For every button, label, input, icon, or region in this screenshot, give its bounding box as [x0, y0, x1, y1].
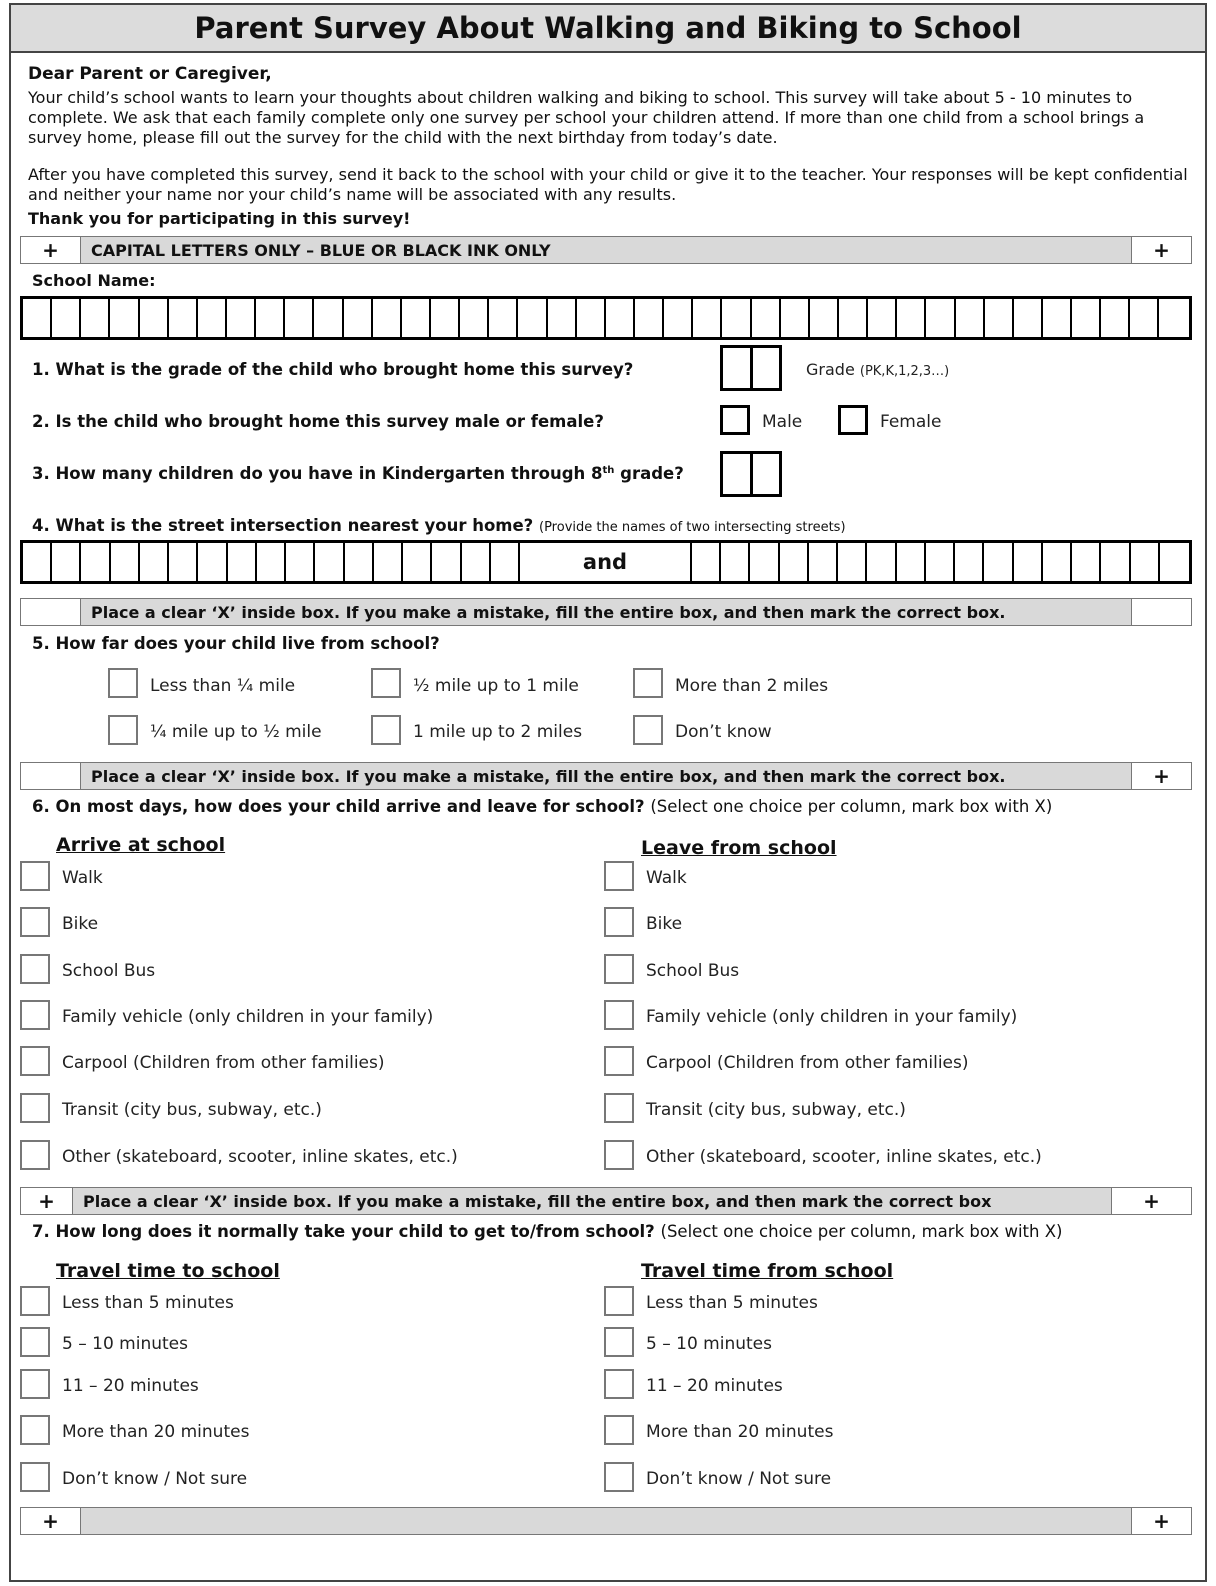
right-column-checkbox[interactable] — [604, 1046, 634, 1076]
greeting: Dear Parent or Caregiver, — [28, 64, 272, 84]
option-label: Carpool (Children from other families) — [62, 1053, 385, 1073]
letter-box[interactable] — [23, 299, 52, 337]
option-label: Less than 5 minutes — [646, 1293, 818, 1313]
left-column-checkbox[interactable] — [20, 1286, 50, 1316]
letter-box[interactable] — [491, 543, 520, 581]
letter-box[interactable] — [315, 543, 344, 581]
distance-checkbox[interactable] — [371, 668, 401, 698]
left-column-checkbox[interactable] — [20, 1415, 50, 1445]
letter-box[interactable] — [285, 299, 314, 337]
option-label: Walk — [646, 868, 687, 888]
letter-box[interactable] — [722, 299, 751, 337]
option-label: More than 20 minutes — [646, 1422, 834, 1442]
distance-option: ¼ mile up to ½ mile — [150, 722, 322, 742]
letter-box[interactable] — [403, 543, 432, 581]
letter-box[interactable] — [1101, 543, 1130, 581]
letter-box[interactable] — [984, 543, 1013, 581]
distance-option: ½ mile up to 1 mile — [413, 676, 579, 696]
thanks-text: Thank you for participating in this survey! — [28, 209, 411, 228]
option-label: School Bus — [62, 961, 156, 981]
option-label: More than 20 minutes — [62, 1422, 250, 1442]
letter-box[interactable] — [169, 543, 198, 581]
survey-title: Parent Survey About Walking and Biking to School — [11, 5, 1205, 53]
bottom-band — [20, 1507, 1192, 1535]
left-column-checkbox[interactable] — [20, 1140, 50, 1170]
plus-icon: + — [1111, 1188, 1191, 1214]
letter-box[interactable] — [839, 299, 868, 337]
letter-box[interactable] — [227, 299, 256, 337]
letter-box[interactable] — [1131, 543, 1160, 581]
left-column-checkbox[interactable] — [20, 1000, 50, 1030]
letter-box[interactable] — [810, 299, 839, 337]
right-column-checkbox[interactable] — [604, 1415, 634, 1445]
distance-option: Don’t know — [675, 722, 772, 742]
school-name-label: School Name: — [32, 271, 156, 290]
option-label: Don’t know / Not sure — [62, 1469, 248, 1489]
option-label: Bike — [62, 914, 99, 934]
letter-box[interactable] — [286, 543, 315, 581]
letter-box[interactable] — [606, 299, 635, 337]
letter-box[interactable] — [228, 543, 257, 581]
option-label: Other (skateboard, scooter, inline skates, etc.) — [62, 1147, 458, 1167]
leave-column-header: Leave from school — [641, 837, 837, 859]
option-label: 5 – 10 minutes — [62, 1334, 188, 1354]
band-text: CAPITAL LETTERS ONLY – BLUE OR BLACK INK ONLY — [81, 237, 1131, 263]
letter-box[interactable] — [577, 299, 606, 337]
letter-box[interactable] — [548, 299, 577, 337]
letter-box[interactable] — [345, 543, 374, 581]
left-column-checkbox[interactable] — [20, 1462, 50, 1492]
plus-icon: + — [1131, 237, 1191, 263]
right-column-checkbox[interactable] — [604, 1327, 634, 1357]
option-label: Bike — [646, 914, 683, 934]
letter-box[interactable] — [110, 299, 139, 337]
travel-to-column-header: Travel time to school — [56, 1260, 280, 1282]
letter-box[interactable] — [1072, 543, 1101, 581]
letter-box[interactable] — [897, 299, 926, 337]
grade-input[interactable] — [720, 345, 782, 391]
letter-box[interactable] — [868, 299, 897, 337]
option-label: 11 – 20 minutes — [62, 1376, 199, 1396]
letter-box[interactable] — [692, 543, 721, 581]
right-column-checkbox[interactable] — [604, 1000, 634, 1030]
distance-option: 1 mile up to 2 miles — [413, 722, 583, 742]
instruction-band-x — [20, 598, 1192, 626]
letter-box[interactable] — [1014, 299, 1043, 337]
intro-paragraph-1: Your child’s school wants to learn your thoughts about children walking and biking to school. This survey will take about 5 - 10 minutes to complete. We ask that each family complete only one survey per school your children attend. If more than one child from a school brings a survey home, please fill out the survey for the child with the next birthday from today’s date. — [28, 88, 1145, 147]
plus-icon: + — [21, 1188, 73, 1214]
letter-box[interactable] — [838, 543, 867, 581]
letter-box[interactable] — [256, 299, 285, 337]
letter-box[interactable] — [780, 543, 809, 581]
band-text: Place a clear ‘X’ inside box. If you make a mistake, fill the entire box, and then mark the correct box — [73, 1188, 1111, 1214]
school-name-input[interactable] — [20, 296, 1192, 340]
distance-checkbox[interactable] — [108, 715, 138, 745]
male-label: Male — [762, 412, 803, 432]
instruction-band-capital — [20, 236, 1192, 264]
letter-box[interactable] — [81, 299, 110, 337]
intro-paragraph-2: After you have completed this survey, send it back to the school with your child or give it to the teacher. Your responses will be kept confidential and neither your name nor your child’s name will be associated with any results. — [28, 165, 1188, 204]
letter-box[interactable] — [23, 543, 52, 581]
option-label: Walk — [62, 868, 103, 888]
right-column-checkbox[interactable] — [604, 861, 634, 891]
plus-icon: + — [1131, 763, 1191, 789]
question-7: 7. How long does it normally take your child to get to/from school? (Select one choice per column, mark box with X) — [32, 1222, 1063, 1241]
letter-box[interactable] — [867, 543, 896, 581]
left-column-checkbox[interactable] — [20, 1327, 50, 1357]
letter-box[interactable] — [314, 299, 343, 337]
plus-icon: + — [21, 237, 81, 263]
letter-box[interactable] — [693, 299, 722, 337]
question-1: 1. What is the grade of the child who brought home this survey? — [32, 360, 634, 379]
letter-box[interactable] — [432, 543, 461, 581]
travel-from-column-header: Travel time from school — [641, 1260, 894, 1282]
letter-box[interactable] — [664, 299, 693, 337]
male-checkbox[interactable] — [720, 405, 750, 435]
children-count-input[interactable] — [720, 451, 782, 497]
option-label: Don’t know / Not sure — [646, 1469, 832, 1489]
plus-icon: + — [21, 1508, 81, 1534]
band-text: Place a clear ‘X’ inside box. If you make a mistake, fill the entire box, and then mark the correct box. — [81, 763, 1131, 789]
right-column-checkbox[interactable] — [604, 1286, 634, 1316]
letter-box[interactable] — [374, 543, 403, 581]
distance-option: Less than ¼ mile — [150, 676, 296, 696]
letter-box[interactable] — [897, 543, 926, 581]
option-label: Transit (city bus, subway, etc.) — [646, 1100, 906, 1120]
letter-box[interactable] — [257, 543, 286, 581]
letter-box[interactable] — [809, 543, 838, 581]
option-label: Carpool (Children from other families) — [646, 1053, 969, 1073]
letter-box[interactable] — [373, 299, 402, 337]
female-checkbox[interactable] — [838, 405, 868, 435]
right-column-checkbox[interactable] — [604, 1369, 634, 1399]
street-intersection-input[interactable] — [20, 540, 1192, 584]
option-label: Family vehicle (only children in your family) — [646, 1007, 1018, 1027]
letter-box[interactable] — [1130, 299, 1159, 337]
right-column-checkbox[interactable] — [604, 1093, 634, 1123]
left-column-checkbox[interactable] — [20, 861, 50, 891]
right-column-checkbox[interactable] — [604, 907, 634, 937]
letter-box[interactable] — [140, 543, 169, 581]
letter-box[interactable] — [198, 543, 227, 581]
question-6: 6. On most days, how does your child arrive and leave for school? (Select one choice per column, mark box with X) — [32, 797, 1053, 816]
letter-box[interactable] — [721, 543, 750, 581]
letter-box[interactable] — [431, 299, 460, 337]
letter-box[interactable] — [1160, 543, 1189, 581]
letter-box[interactable] — [955, 543, 984, 581]
question-2: 2. Is the child who brought home this survey male or female? — [32, 412, 604, 431]
left-column-checkbox[interactable] — [20, 907, 50, 937]
grade-hint: Grade (PK,K,1,2,3…) — [806, 360, 950, 379]
question-4: 4. What is the street intersection nearest your home? (Provide the names of two intersecting streets) — [32, 516, 846, 535]
letter-box[interactable] — [518, 299, 547, 337]
distance-checkbox[interactable] — [633, 668, 663, 698]
letter-box[interactable] — [402, 299, 431, 337]
question-5: 5. How far does your child live from school? — [32, 634, 440, 653]
left-column-checkbox[interactable] — [20, 954, 50, 984]
option-label: School Bus — [646, 961, 740, 981]
female-label: Female — [880, 412, 942, 432]
letter-box[interactable] — [489, 299, 518, 337]
plus-icon: + — [1131, 1508, 1191, 1534]
left-column-checkbox[interactable] — [20, 1046, 50, 1076]
option-label: 5 – 10 minutes — [646, 1334, 772, 1354]
letter-box[interactable] — [1101, 299, 1130, 337]
letter-box[interactable] — [462, 543, 491, 581]
letter-box[interactable] — [81, 543, 110, 581]
letter-box[interactable] — [198, 299, 227, 337]
letter-box[interactable] — [985, 299, 1014, 337]
left-column-checkbox[interactable] — [20, 1369, 50, 1399]
right-column-checkbox[interactable] — [604, 954, 634, 984]
option-label: Other (skateboard, scooter, inline skates, etc.) — [646, 1147, 1042, 1167]
distance-checkbox[interactable] — [371, 715, 401, 745]
letter-box[interactable] — [752, 299, 781, 337]
left-column-checkbox[interactable] — [20, 1093, 50, 1123]
letter-box[interactable] — [781, 299, 810, 337]
right-column-checkbox[interactable] — [604, 1462, 634, 1492]
letter-box[interactable] — [344, 299, 373, 337]
letter-box[interactable] — [169, 299, 198, 337]
option-label: Transit (city bus, subway, etc.) — [62, 1100, 322, 1120]
letter-box[interactable] — [1014, 543, 1043, 581]
distance-option: More than 2 miles — [675, 676, 829, 696]
option-label: Less than 5 minutes — [62, 1293, 234, 1313]
distance-checkbox[interactable] — [633, 715, 663, 745]
instruction-band-x — [20, 1187, 1192, 1215]
question-3: 3. How many children do you have in Kindergarten through 8th grade? — [32, 464, 684, 483]
letter-box[interactable] — [1043, 543, 1072, 581]
letter-box[interactable] — [52, 299, 81, 337]
letter-box[interactable] — [1159, 299, 1188, 337]
letter-box[interactable] — [1072, 299, 1101, 337]
option-label: Family vehicle (only children in your family) — [62, 1007, 434, 1027]
letter-box[interactable] — [926, 299, 955, 337]
letter-box[interactable] — [926, 543, 955, 581]
and-label: and — [520, 543, 692, 581]
letter-box[interactable] — [52, 543, 81, 581]
letter-box[interactable] — [635, 299, 664, 337]
letter-box[interactable] — [460, 299, 489, 337]
letter-box[interactable] — [111, 543, 140, 581]
letter-box[interactable] — [750, 543, 779, 581]
instruction-band-x — [20, 762, 1192, 790]
letter-box[interactable] — [140, 299, 169, 337]
right-column-checkbox[interactable] — [604, 1140, 634, 1170]
arrive-column-header: Arrive at school — [56, 834, 226, 856]
letter-box[interactable] — [1043, 299, 1072, 337]
option-label: 11 – 20 minutes — [646, 1376, 783, 1396]
distance-checkbox[interactable] — [108, 668, 138, 698]
letter-box[interactable] — [956, 299, 985, 337]
band-text: Place a clear ‘X’ inside box. If you make a mistake, fill the entire box, and then mark the correct box. — [81, 599, 1131, 625]
